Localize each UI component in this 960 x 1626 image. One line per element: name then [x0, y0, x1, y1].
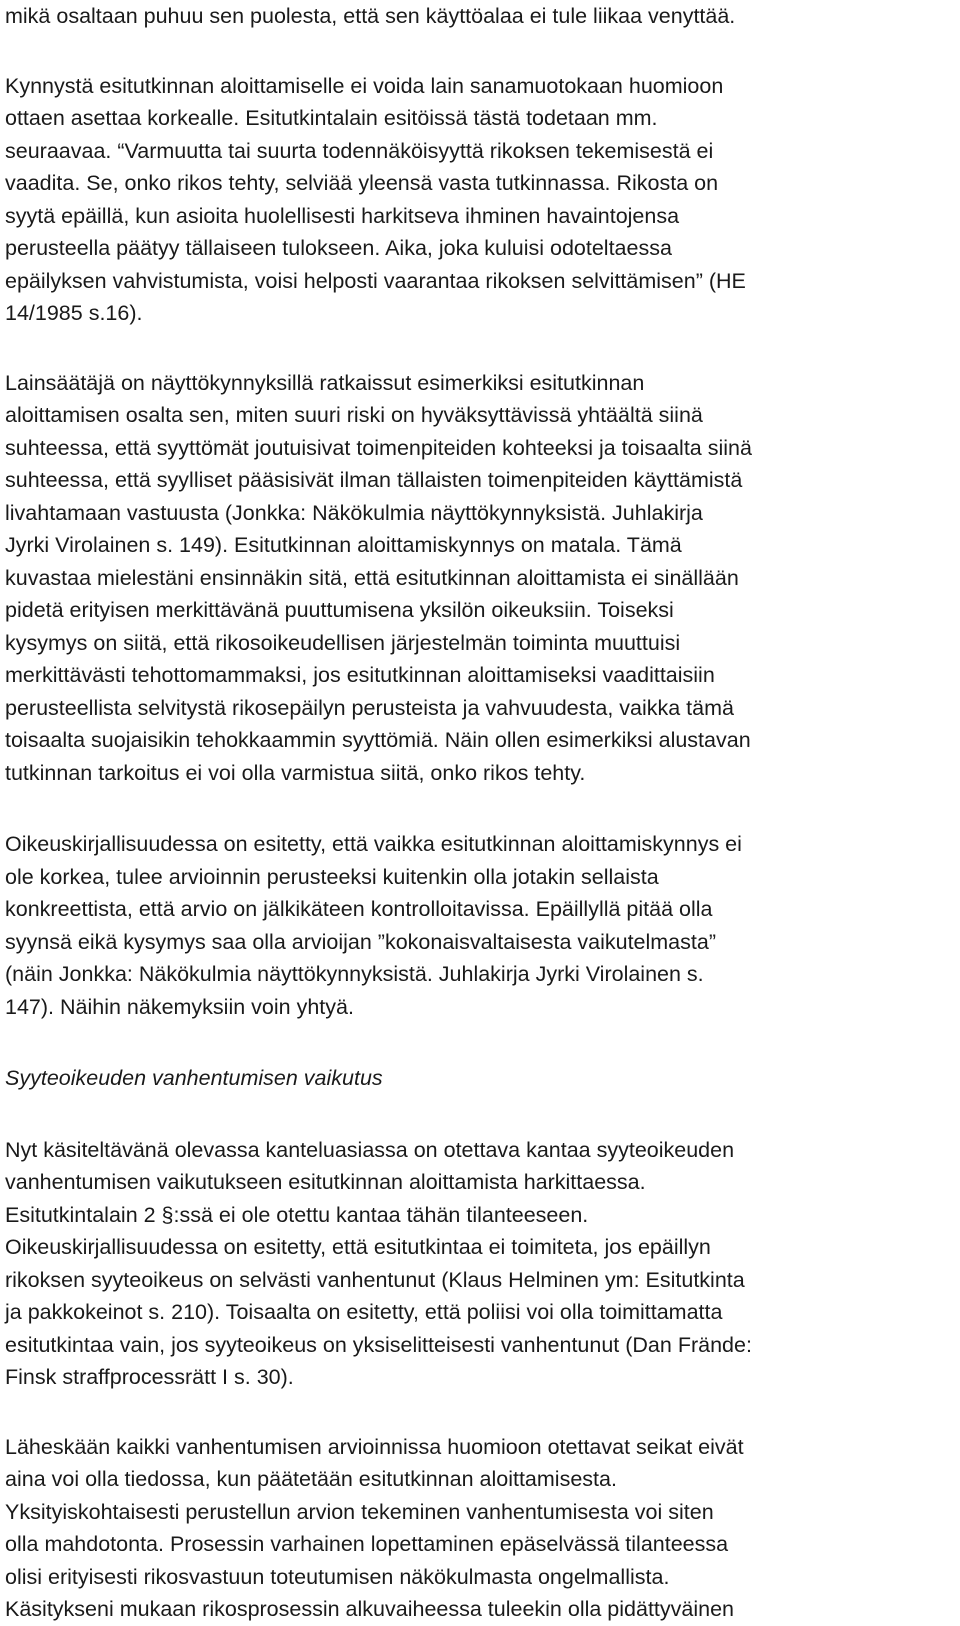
text-line: perusteella päätyy tällaiseen tulokseen. Aika, joka kuluisi odoteltaessa — [5, 236, 672, 260]
text-line: kuvastaa mielestäni ensinnäkin sitä, että esitutkinnan aloittamista ei sinällään — [5, 565, 739, 590]
paragraph-spacer — [5, 789, 955, 828]
text-line: Nyt käsiteltävänä olevassa kanteluasiassa on otettava kantaa syyteoikeuden — [5, 1137, 735, 1162]
text-line: suhteessa, että syylliset pääsisivät ilman tällaisten toimenpiteiden käyttämistä — [5, 468, 743, 492]
text-line: aloittamisen osalta sen, miten suuri riski on hyväksyttävissä yhtäältä siinä — [5, 403, 703, 427]
text-line: mikä osaltaan puhuu sen puolesta, että sen käyttöalaa ei tule liikaa venyttää. — [5, 4, 736, 28]
text-line: vaadita. Se, onko rikos tehty, selviää yleensä vasta tutkinnassa. Rikosta on — [5, 171, 719, 195]
paragraph-2 — [5, 70, 955, 330]
section-heading: Syyteoikeuden vanhentumisen vaikutus — [5, 1066, 383, 1090]
text-line: Finsk straffprocessrätt I s. 30). — [5, 1365, 294, 1389]
text-line: vanhentumisen vaikutukseen esitutkinnan aloittamista harkittaessa. — [5, 1170, 646, 1194]
text-line: 14/1985 s.16). — [5, 301, 143, 325]
text-line: Yksityiskohtaisesti perustellun arvion tekeminen vanhentumisesta voi siten — [5, 1499, 714, 1524]
text-line: (näin Jonkka: Näkökulmia näyttökynnyksistä. Juhlakirja Jyrki Virolainen s. — [5, 962, 704, 986]
text-line: syytä epäillä, kun asioita huolellisesti harkitseva ihminen havaintojensa — [5, 203, 680, 228]
text-line: Oikeuskirjallisuudessa on esitetty, että esitutkintaa ei toimiteta, jos epäillyn — [5, 1235, 711, 1259]
text-line: Lainsäätäjä on näyttökynnyksillä ratkaissut esimerkiksi esitutkinnan — [5, 370, 645, 395]
text-line: epäilyksen vahvistumista, voisi helposti vaarantaa rikoksen selvittämisen” (HE — [5, 268, 746, 293]
paragraph-spacer — [5, 330, 955, 367]
text-line: Jyrki Virolainen s. 149). Esitutkinnan aloittamiskynnys on matala. Tämä — [5, 533, 682, 557]
text-line: perusteellista selvitystä rikosepäilyn perusteista ja vahvuudesta, vaikka tämä — [5, 695, 734, 720]
paragraph-1 — [5, 0, 955, 33]
text-line: Läheskään kaikki vanhentumisen arvioinnissa huomioon otettavat seikat eivät — [5, 1434, 744, 1459]
text-line: rikoksen syyteoikeus on selvästi vanhentunut (Klaus Helminen ym: Esitutkinta — [5, 1267, 745, 1292]
text-line: Kynnystä esitutkinnan aloittamiselle ei voida lain sanamuotokaan huomioon — [5, 73, 724, 98]
text-line: toisaalta suojaisikin tehokkaammin syyttömiä. Näin ollen esimerkiksi alustavan — [5, 728, 751, 752]
text-line: olisi erityisesti rikosvastuun toteutumisen näkökulmasta ongelmallista. — [5, 1564, 670, 1589]
text-line: ottaen asettaa korkealle. Esitutkintalain esitöissä tästä todetaan mm. — [5, 106, 658, 130]
text-line: Käsitykseni mukaan rikosprosessin alkuvaiheessa tuleekin olla pidättyväinen — [5, 1597, 735, 1621]
text-line: Oikeuskirjallisuudessa on esitetty, että vaikka esitutkinnan aloittamiskynnys ei — [5, 832, 742, 856]
text-line: ole korkea, tulee arvioinnin perusteeksi kuitenkin olla jotakin sellaista — [5, 864, 659, 889]
paragraph-spacer — [5, 33, 955, 70]
text-line: kysymys on siitä, että rikosoikeudellisen järjestelmän toiminta muuttuisi — [5, 630, 681, 655]
text-line: suhteessa, että syyttömät joutuisivat toimenpiteiden kohteeksi ja toisaalta siinä — [5, 435, 752, 460]
text-line: syynsä eikä kysymys saa olla arvioijan ”kokonaisvaltaisesta vaikutelmasta” — [5, 929, 716, 954]
text-line: pidetä erityisen merkittävänä puuttumisena yksilön oikeuksiin. Toiseksi — [5, 598, 674, 622]
text-line: olla mahdotonta. Prosessin varhainen lopettaminen epäselvässä tilanteessa — [5, 1532, 729, 1556]
text-line: aina voi olla tiedossa, kun päätetään esitutkinnan aloittamisesta. — [5, 1467, 617, 1491]
text-line: merkittävästi tehottomammaksi, jos esitutkinnan aloittamiseksi vaadittaisiin — [5, 663, 715, 687]
document-page — [5, 0, 955, 1626]
text-line: tutkinnan tarkoitus ei voi olla varmistua siitä, onko rikos tehty. — [5, 760, 586, 785]
paragraph-6 — [5, 1431, 955, 1626]
paragraph-4 — [5, 828, 955, 1023]
text-line: Esitutkintalain 2 §:ssä ei ole otettu kantaa tähän tilanteeseen. — [5, 1202, 589, 1227]
text-line: seuraavaa. “Varmuutta tai suurta todennäköisyyttä rikoksen tekemisestä ei — [5, 138, 714, 163]
paragraph-3 — [5, 367, 955, 790]
paragraph-5 — [5, 1134, 955, 1394]
paragraph-spacer — [5, 1023, 955, 1062]
text-line: ja pakkokeinot s. 210). Toisaalta on esitetty, että poliisi voi olla toimittamatta — [5, 1300, 723, 1324]
text-line: konkreettista, että arvio on jälkikäteen kontrolloitavissa. Epäillyllä pitää olla — [5, 897, 713, 921]
paragraph-spacer — [5, 1095, 955, 1134]
text-line: livahtamaan vastuusta (Jonkka: Näkökulmia näyttökynnyksistä. Juhlakirja — [5, 500, 703, 525]
paragraph-spacer — [5, 1394, 955, 1431]
text-line: 147). Näihin näkemyksiin voin yhtyä. — [5, 994, 354, 1019]
text-line: esitutkintaa vain, jos syyteoikeus on yksiselitteisesti vanhentunut (Dan Frände: — [5, 1332, 752, 1357]
